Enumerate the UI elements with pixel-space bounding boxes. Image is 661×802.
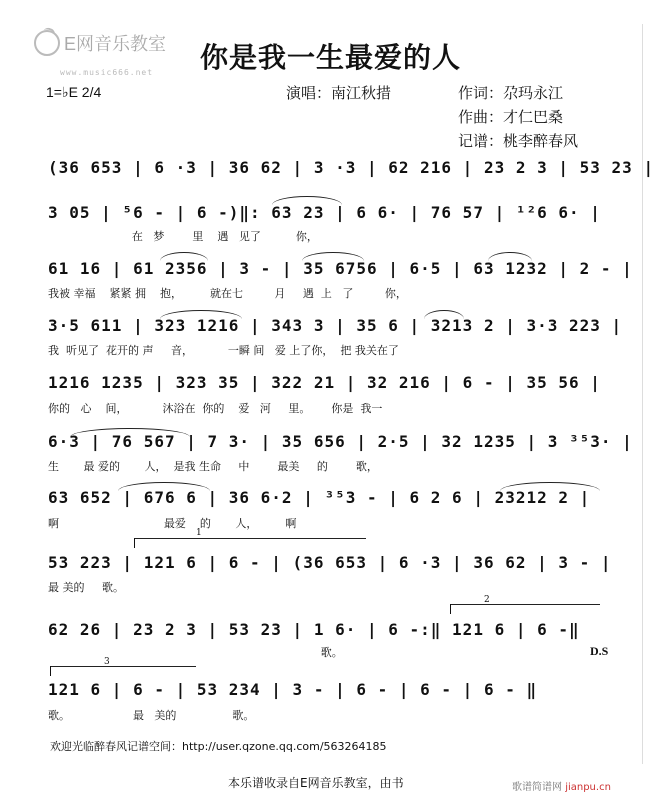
lyric-row-7: 啊 最爱 的 人， 啊	[48, 517, 297, 530]
composer-credit: 作曲：才仁巴桑	[458, 108, 564, 126]
site-url: www.music666.net	[60, 68, 154, 77]
volta-2-bracket	[450, 604, 600, 605]
song-title: 你是我一生最爱的人	[200, 41, 462, 74]
volta-2-label: 2	[484, 595, 490, 605]
score-row-1: (36 653 | 6 ·3 | 36 62 | 3 ·3 | 62 216 | 23 2 3 | 53 23 |	[48, 158, 655, 177]
lyricist-credit: 作词：尕玛永江	[458, 84, 564, 102]
score-row-5: 1216 1235 | 323 35 | 322 21 | 32 216 | 6 - | 35 56 |	[48, 373, 601, 392]
lyric-row-6: 生 最 爱的 人， 是我 生命 中 最美 的 歌，	[48, 460, 378, 473]
score-row-3: 61 16 | 61 2356 | 3 - | 35 6756 | 6·5 | 63 1232 | 2 - |	[48, 259, 633, 278]
lyric-row-3: 我被 幸福 紧紧 拥 抱， 就在七 月 遇 上 了 你，	[48, 287, 407, 300]
lyric-row-5: 你的 心 间， 沐浴在 你的 爱 河 里。 你是 我一	[48, 402, 383, 415]
volta-3-hook	[50, 666, 51, 676]
score-row-7: 63 652 | 676 6 | 36 6·2 | ³⁵3 - | 6 2 6 | 23212 2 |	[48, 488, 591, 507]
collection-note: 本乐谱收录自E网音乐教室，由书	[228, 776, 404, 790]
lyric-row-2: 在 梦 里 遇 见了 你，	[48, 230, 318, 243]
watermark-site: jianpu.cn	[565, 782, 611, 793]
lyric-row-8: 最 美的 歌。	[48, 581, 124, 594]
lyric-row-4: 我 听见了 花开的 声 音， 一瞬 间 爱 上了你， 把 我关在了	[48, 344, 399, 357]
logo-icon	[34, 30, 60, 56]
volta-1-label: 1	[196, 528, 202, 538]
site-logo[interactable]	[34, 30, 166, 56]
lyric-row-9: 歌。	[48, 646, 343, 659]
singer-credit: 演唱：南江秋措	[286, 84, 392, 102]
score-row-8: 53 223 | 121 6 | 6 - | (36 653 | 6 ·3 | 36 62 | 3 - |	[48, 553, 612, 572]
volta-3-bracket	[50, 666, 196, 667]
volta-2-hook	[450, 604, 451, 614]
volta-1-hook	[134, 538, 135, 548]
score-row-2: 3 05 | ⁵6 - | 6 -)‖: 63 23 | 6 6· | 76 57 | ¹²6 6· |	[48, 203, 601, 222]
volta-1-bracket	[134, 538, 366, 539]
volta-3-label: 3	[104, 657, 110, 667]
score-row-6: 6·3 | 76 567 | 7 3· | 35 656 | 2·5 | 32 1235 | 3 ³⁵3· |	[48, 432, 633, 451]
ds-mark: D.S	[590, 644, 609, 658]
watermark-prefix: 歌谱简谱网	[512, 782, 562, 793]
visit-note: 欢迎光临醉春风记谱空间：http://user.qzone.qq.com/563264185	[50, 740, 387, 753]
key-signature: 1=♭E 2/4	[46, 84, 102, 100]
logo-text: E网音乐教室	[64, 34, 167, 54]
score-row-4: 3·5 611 | 323 1216 | 343 3 | 35 6 | 3213 2 | 3·3 223 |	[48, 316, 623, 335]
score-row-9: 62 26 | 23 2 3 | 53 23 | 1 6· | 6 -:‖ 121 6 | 6 -‖	[48, 620, 580, 639]
score-row-10: 121 6 | 6 - | 53 234 | 3 - | 6 - | 6 - | 6 - ‖	[48, 680, 538, 699]
lyric-row-10: 歌。 最 美的 歌。	[48, 709, 255, 722]
transcriber-credit: 记谱：桃李醉春风	[458, 132, 579, 150]
watermark	[512, 778, 611, 793]
